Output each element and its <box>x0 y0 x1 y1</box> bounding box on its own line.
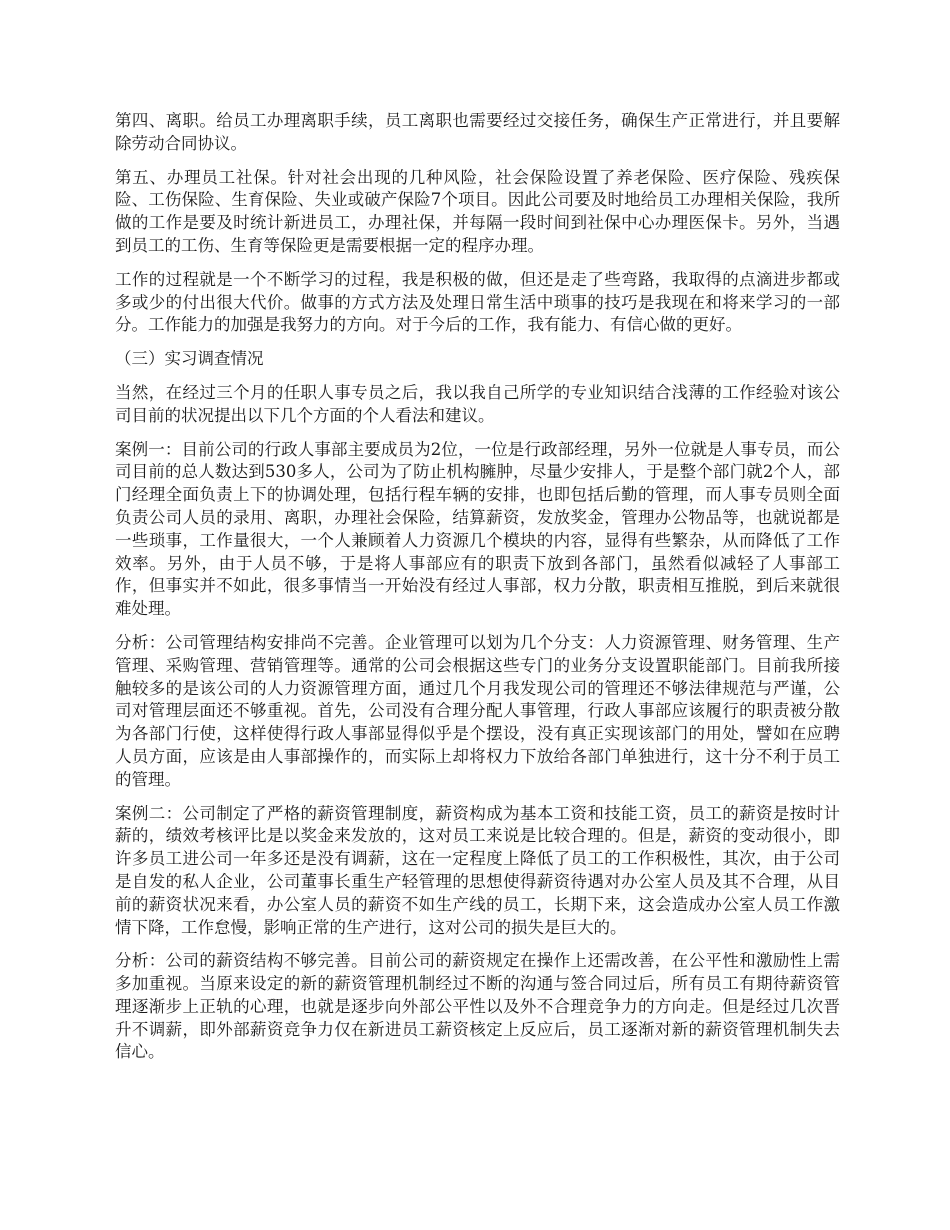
section-heading-internship-survey: （三）实习调查情况 <box>115 349 264 369</box>
paragraph-analysis-one: 分析：公司管理结构安排尚不完善。企业管理可以划为几个分支：人力资源管理、财务管理、生产管理、采购管理、营销管理等。通常的公司会根据这些专门的业务分支设置职能部门。目前我所接触较多的是该公司的人力资源管理方面，通过几个月我发现公司的管理还不够法律规范与严谨，公司对管理层面还不够重视。首先，公司没有合理分配人事管理，行政人事部应该履行的职责被分散为各部门行使，这样使得行政人事部显得似乎是个摆设，没有真正实现该部门的用处，譬如在应聘人员方面，应该是由人事部操作的，而实际上却将权力下放给各部门单独进行，这十分不利于员工的管理。 <box>115 632 840 789</box>
paragraph-survey-intro: 当然，在经过三个月的任职人事专员之后，我以我自己所学的专业知识结合浅薄的工作经验对该公司目前的状况提出以下几个方面的个人看法和建议。 <box>115 382 840 425</box>
paragraph-case-two: 案例二：公司制定了严格的薪资管理制度，薪资构成为基本工资和技能工资，员工的薪资是按时计薪的，绩效考核评比是以奖金来发放的，这对员工来说是比较合理的。但是，薪资的变动很小，即许多员工进公司一年多还是没有调薪，这在一定程度上降低了员工的工作积极性，其次，由于公司是自发的私人企业，公司董事长重生产轻管理的思想使得薪资待遇对办公室人员及其不合理，从目前的薪资状况来看，办公室人员的薪资不如生产线的员工，长期下来，这会造成办公室人员工作激情下降，工作怠慢，影响正常的生产进行，这对公司的损失是巨大的。 <box>115 803 840 937</box>
document-body <box>115 110 840 1075</box>
paragraph-work-reflection: 工作的过程就是一个不断学习的过程，我是积极的做，但还是走了些弯路，我取得的点滴进步都或多或少的付出很大代价。做事的方式方法及处理日常生活中琐事的技巧是我现在和将来学习的一部分。工作能力的加强是我努力的方向。对于今后的工作，我有能力、有信心做的更好。 <box>115 269 840 335</box>
paragraph-social-insurance: 第五、办理员工社保。针对社会出现的几种风险，社会保险设置了养老保险、医疗保险、残疾保险、工伤保险、生育保险、失业或破产保险7个项目。因此公司要及时地给员工办理相关保险，我所做的工作是要及时统计新进员工，办理社保，并每隔一段时间到社保中心办理医保卡。另外，当遇到员工的工伤、生育等保险更是需要根据一定的程序办理。 <box>115 167 840 255</box>
paragraph-resignation: 第四、离职。给员工办理离职手续，员工离职也需要经过交接任务，确保生产正常进行，并且要解除劳动合同协议。 <box>115 111 840 153</box>
paragraph-analysis-two: 分析：公司的薪资结构不够完善。目前公司的薪资规定在操作上还需改善，在公平性和激励性上需多加重视。当原来设定的新的薪资管理机制经过不断的沟通与签合同过后，所有员工有期待薪资管理逐渐步上正轨的心理，也就是逐步向外部公平性以及外不合理竞争力的方向走。但是经过几次晋升不调薪，即外部薪资竞争力仅在新进员工薪资核定上反应后，员工逐渐对新的薪资管理机制失去信心。 <box>115 951 840 1062</box>
paragraph-case-one: 案例一：目前公司的行政人事部主要成员为2位，一位是行政部经理，另外一位就是人事专员，而公司目前的总人数达到530多人，公司为了防止机构臃肿，尽量少安排人，于是整个部门就2个人，部门经理全面负责上下的协调处理，包括行程车辆的安排，也即包括后勤的管理，而人事专员则全面负责公司人员的录用、离职，办理社会保险，结算薪资，发放奖金，管理办公物品等，也就说都是一些琐事，工作量很大，一个人兼顾着人力资源几个模块的内容，显得有些繁杂，从而降低了工作效率。另外，由于人员不够，于是将人事部应有的职责下放到各部门，虽然看似减轻了人事部工作，但事实并不如此，很多事情当一开始没有经过人事部，权力分散，职责相互推脱，到后来就很难处理。 <box>115 439 840 619</box>
